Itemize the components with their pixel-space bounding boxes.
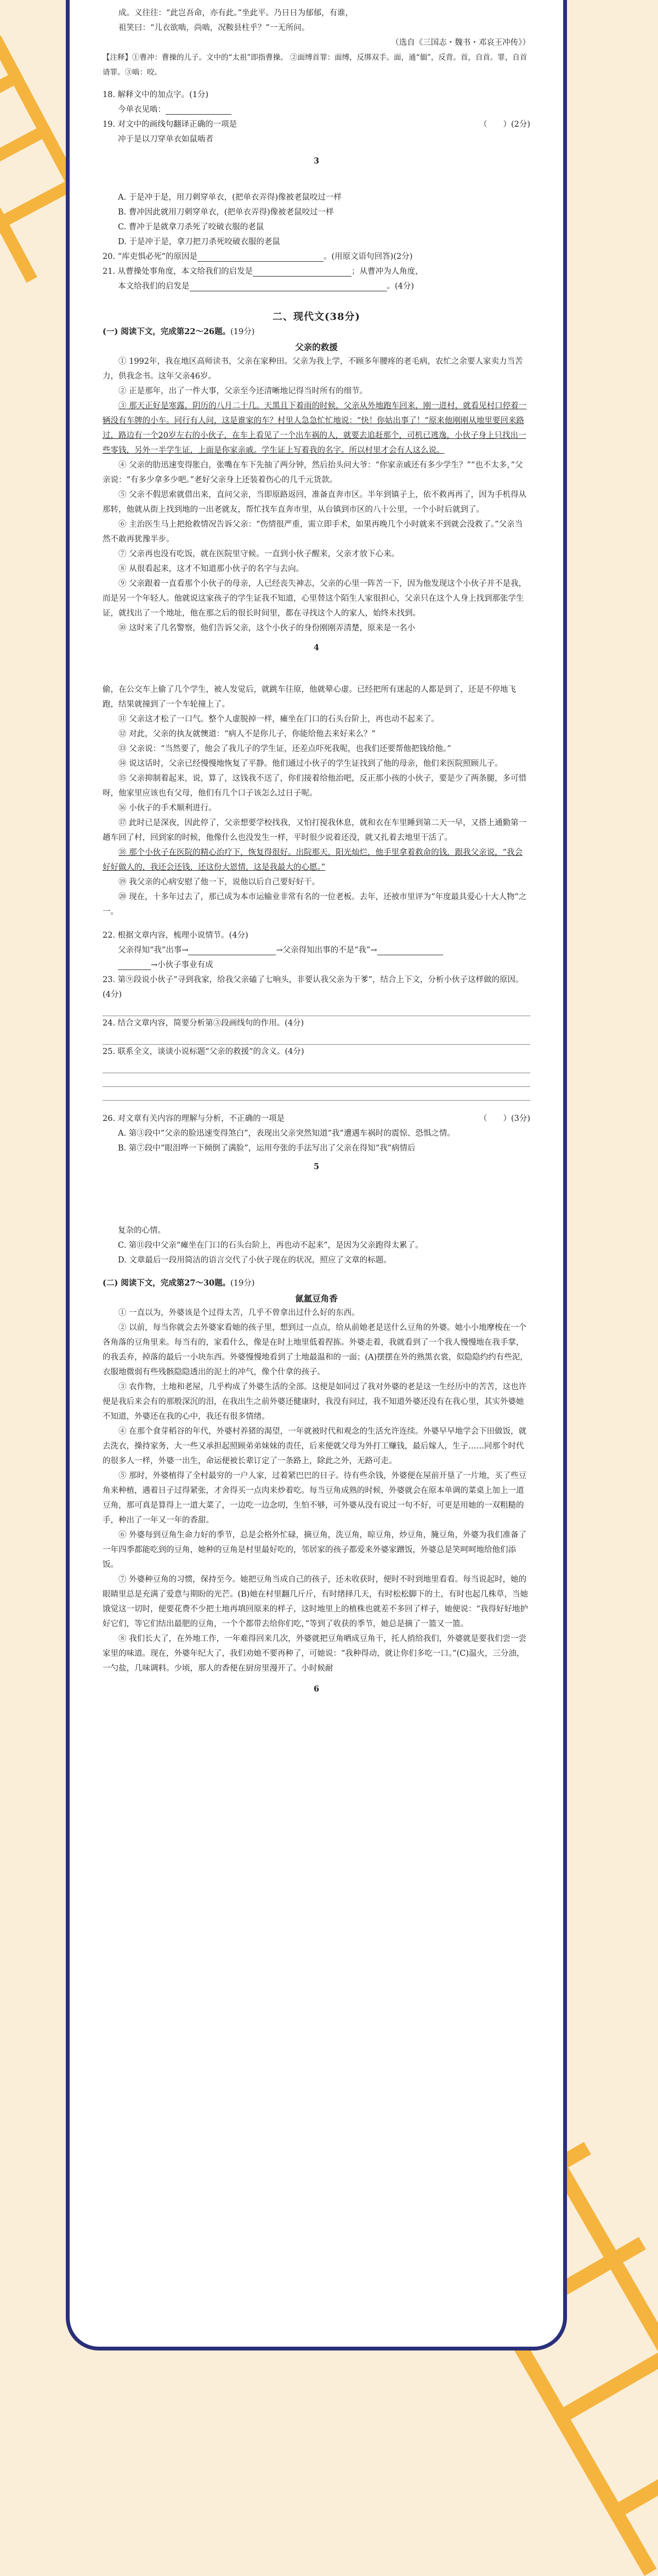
story-a-title: 父亲的救援 xyxy=(295,342,338,352)
story-a-part1 xyxy=(103,354,530,636)
paragraph: ⑤ 那时，外婆植得了全村最穷的一户人家，过着紧巴巴的日子。待有些余钱，外婆便在屋前开垦了一片地，买了些豆角来种植，遇着日子过得紧张，才舍得买一点肉来炒着吃。每当豆角成熟的时候，外婆就会在原本单调的菜桌上加上一道豆角，那可真是算得上一道大菜了，一边吃一边念叨，生怕不够，可外婆从没有说过一句不好，可更是用她的一双粗糙的手，种出了一年又一年的香甜。 xyxy=(103,1472,527,1525)
paragraph: ④ 父亲的肋迅速变得胀白，张嘴在车下先抽了两分钟，然后抬头问大爷：“你家亲戚还有多少学生？”“也不太多，”父亲说：“有多少拿多少吧。”老好父亲身上还装着伤心的几千元货款。 xyxy=(103,461,523,484)
q21-tail: 。(4分) xyxy=(387,282,415,291)
q26-text: 对文章有关内容的理解与分析，不正确的一项是 xyxy=(117,1114,285,1123)
question-20 xyxy=(103,250,530,264)
answer-blank[interactable] xyxy=(188,946,276,955)
q20-tail: 。(用原文语句回答)(2分) xyxy=(324,252,413,261)
part-b-heading: (二) 阅读下文，完成第27～30题。 xyxy=(103,1278,231,1288)
question-25 xyxy=(103,1045,530,1101)
option-d[interactable]: D. 于是冲于是，拿刀把刀杀死咬破衣服的老鼠 xyxy=(118,238,280,246)
paragraph: ⑳ 现在，十多年过去了，那已成为本市运输业非常有名的一位老板。去年，还被市里评为“年度最具爱心十大人物”之一。 xyxy=(103,893,527,916)
story-a-part2 xyxy=(103,683,530,920)
q25-text: 联系全文，谈谈小说标题“父亲的救援”的含义。(4分) xyxy=(117,1047,304,1056)
option-b[interactable]: B. 曹冲因此就用刀刺穿单衣，(把单衣弄得)像被老鼠咬过一样 xyxy=(118,208,334,217)
option-c[interactable]: C. 第⑪段中父亲“瘫坐在门口的石头台阶上，再也动不起来”，是因为父亲跑得太累了。 xyxy=(118,1241,423,1250)
paragraph: ⑮ 父亲抑制着起来，说，算了，这钱我不送了，你们接着给他治吧，反正那小孩的小伙子，要是少了两条腿，多可惜呀，他家里应该也有父母，他们有几个口子该怎么过日子呢。 xyxy=(103,774,527,798)
answer-line[interactable] xyxy=(103,1073,530,1087)
paragraph: ⑭ 说这话时，父亲已经慢慢地恢复了平静。他们通过小伙子的学生证找到了他的母亲，他们来医院照顾儿子。 xyxy=(118,759,503,768)
paragraph: ⑫ 对此，父亲的执友就懊道：“病人不是你儿子，你能给他去来好来么？” xyxy=(118,730,376,739)
passage-line: 祖笑曰：“儿衣欲啮，尚啮，况鞍县柱乎？”一无所问。 xyxy=(118,24,310,32)
option-a[interactable]: A. 第③段中“父亲的脸迅速变得煞白”，表现出父亲突然知道“我”遭遇车祸时的震惊、恐惧之情。 xyxy=(118,1129,455,1138)
answer-line[interactable] xyxy=(103,1087,530,1101)
part-a-heading: (一) 阅读下文，完成第22～26题。 xyxy=(103,327,231,336)
passage-note: 【注释】①曹冲：曹操的儿子。文中的“太祖”即指曹操。 ②面缚首罪：面缚，反绑双手。面，通“偭”，反背。首，自首。罪，自首请罪。③啮：咬。 xyxy=(103,53,527,77)
paragraph: ⑪ 父亲这才松了一口气。整个人虚脱掉一样，瘫坐在门口的石头台阶上，再也动不起来了。 xyxy=(118,715,439,724)
paragraph: ③ 农作物，土地和老屋，几乎构成了外婆生活的全部。这便是如同过了我对外婆的老是这一生经历中的苦苦，这也许便是我后来会有的那般深沉的泪，在我出生之前外婆还健康时，我没有问过，我不知道外婆还没有在我心里，其实外婆她不知道，外婆还在我的心中，我还有很多情绪。 xyxy=(103,1383,527,1421)
part-a-score: (19分) xyxy=(230,328,255,336)
answer-blank[interactable] xyxy=(253,267,351,277)
q18-number: 18. xyxy=(103,91,116,99)
option-b[interactable]: B. 第⑦段中“眼泪哗一下倾倒了满脸”，运用夸张的手法写出了父亲在得知“我”病情后 xyxy=(118,1144,416,1153)
paragraph: ⑰ 此时已是深夜，因此停了，父亲想要学校找我，又怕打搅我休息，就和衣在车里睡到第二天一早，又搭上通勤第一趟车回了村，回到家的时候，他像什么也没发生一样，平时很少说着还没，就又扎着去地里干活了。 xyxy=(103,819,527,842)
option-d[interactable]: D. 文章最后一段用简洁的语言交代了小伙子现在的状况，照应了文章的标题。 xyxy=(118,1256,392,1265)
document-frame xyxy=(66,0,567,2350)
paragraph: ③ 那天正好是寒露，阴历的八月二十几。天黑且下着雨的时候，父亲从外地跑车回来，刚一进村，就看见村口停着一辆没有车牌的小车。同行有人问，这是谁家的车？村里人急急忙忙地说：“快！你姑出事了！”原来他刚刚从地里要回来路过，路边有一个20岁左右的小伙子，在车上看见了一个出车祸的人，就要去追赶那个，司机已逃逸，小伙子身上只找出一些零钱，另外一半学生证，上面是你家亲戚。学生证上写着我的名字。所以村里才会有人这么说。 xyxy=(103,402,527,455)
q23-number: 23. xyxy=(103,976,116,984)
plot-step: 父亲得知“我”出事→ xyxy=(118,946,189,955)
paragraph: ⑦ 外婆种豆角的习惯，保持至今。她把豆角当成自己的孩子，还未收获时，便时不时到地里看看。每当说起时，她的眼睛里总是充满了爱意与期盼的光芒。(B)她在村里翻几斤斤，有时绪择几天，有时松松脚下的土，有时也起几株草，当她饿觉这一切时，便要花费不少把土地再填回原来的样子，这时地里上的植株也就差不多回了样子，她便说：“我得好好地护好它们，等它们结出最肥的豆角，一个个都带去给你们吃，”等到了收获的季节，她总是摘了一篮又一篮。 xyxy=(103,1575,528,1628)
story-b-title: 氤氲豆角香 xyxy=(295,1293,338,1304)
q21-text: 从曹操处事角度，本文给我们的启发是 xyxy=(117,267,253,276)
answer-blank[interactable] xyxy=(166,105,231,115)
q21-line2: 本文给我们的启发是 xyxy=(118,282,190,291)
paragraph: ⑥ 主治医生马上把抢救情况告诉父亲：“伤情很严重，需立即手术，如果再晚几个小时就来不到就会没救了。”父亲当然不敢再犹豫半步。 xyxy=(103,520,523,544)
paragraph: 偷，在公交车上偷了几个学生，被人发觉后，就跳车往原，他就晕心虚。已经把所有迷起的人都是到了，还是不停地飞跑，结果就撞到了一个车轮撞上了。 xyxy=(103,685,516,709)
page-number: 3 xyxy=(313,156,320,166)
q19-text: 对文中的画线句翻译正确的一项是 xyxy=(117,120,237,129)
answer-blank[interactable] xyxy=(118,961,151,970)
option-c[interactable]: C. 曹冲于是就拿刀杀死了咬破衣服的老鼠 xyxy=(118,223,264,232)
answer-blank[interactable] xyxy=(377,946,443,955)
q21-number: 21. xyxy=(103,267,116,276)
page-number: 4 xyxy=(313,643,320,652)
q20-text: “库吏惧必死”的原因是 xyxy=(117,252,197,261)
story-b xyxy=(103,1306,530,1676)
q22-number: 22. xyxy=(103,931,116,940)
plot-step: →父亲得知出事的不是“我”→ xyxy=(276,946,377,955)
answer-line[interactable] xyxy=(103,1059,530,1073)
part-b-score: (19分) xyxy=(230,1279,255,1288)
q21-mid: ；从曹冲为人角度， xyxy=(351,267,423,276)
q18-text: 解释文中的加点字。(1分) xyxy=(117,91,209,99)
option-b-continued: 复杂的心情。 xyxy=(118,1226,166,1235)
question-26 xyxy=(103,1112,530,1156)
paragraph: ⑬ 父亲说：“当然要了，他会了我儿子的学生证，还差点吓死我呢，也我们还要帮他把钱给他。” xyxy=(118,745,451,753)
section-heading: 二、现代文(38分) xyxy=(272,311,361,323)
q18-sub: 今单衣见啮： xyxy=(118,105,166,114)
q19-options xyxy=(103,190,530,250)
passage-source: （选自《三国志・魏书・邓哀王冲传》） xyxy=(391,38,530,47)
question-23 xyxy=(103,973,530,1016)
paragraph: ⑱ 那个小伙子在医院的精心治疗下，恢复得很好。出院那天，阳光灿烂，他手里拿着救命的钱，跟我父亲说，“我会好好做人的，我还会还钱，还这份大恩情，这是我最大的心愿。” xyxy=(103,848,523,872)
q26-number: 26. xyxy=(103,1114,116,1123)
answer-blank[interactable] xyxy=(197,252,324,262)
paragraph: ② 正是那年，出了一件大事，父亲至今还清晰地记得当时所有的细节。 xyxy=(118,387,368,396)
option-a[interactable]: A. 于是冲于是，用刀刺穿单衣，(把单衣弄得)像被老鼠咬过一样 xyxy=(118,193,342,202)
q24-number: 24. xyxy=(103,1019,116,1028)
paragraph: ⑩ 这时来了几名警察，他们告诉父亲，这个小伙子的身份刚刚弄清楚，原来是一名小 xyxy=(118,624,416,633)
paragraph: ② 以前，每当你就会去外婆家看她的孩子里，想到过一点点，给从前她老是送什么豆角的外婆。她小小地摩梭在一个各角落的豆角里来。每当有的，家看什么，像是在时上地里低着捏拣。外婆走着，我就看到了一个我人慢慢地在我手掌，的我丢弃，掉落的最后一小块东西。外婆慢慢地看到了土地最温和的一面；(A)摆摆在外的熟黑衣裳，似隐隐约约有些泥，衣服地微弱有些残骸隐隐透出的泥土的冲气，像个什拿的孩子。 xyxy=(103,1323,528,1377)
plot-step: →小伙子事业有成 xyxy=(151,961,213,969)
paragraph: ④ 在那个食芽稻谷的年代，外婆村养猪的渴望，一年就被时代和观念的生活允许连续。外婆早早地学会下田做饭，就去洗衣，操持家务，大一些又承担起照顾弟弟妹妹的责任，后来便就父母为外打工赚钱，最后嫁人，生子……同那个时代的很多人一样，外婆一出生，命运便被长辈订定了一条路上，除此之外，无路可走。 xyxy=(103,1427,527,1465)
answer-line[interactable] xyxy=(103,1002,530,1016)
q22-text: 根据文章内容，梳理小说情节。(4分) xyxy=(117,931,248,940)
q19-sub: 冲于是以刀穿单衣如鼠啮者 xyxy=(118,135,213,144)
question-18 xyxy=(103,88,530,117)
question-24 xyxy=(103,1016,530,1045)
paragraph: ⑧ 我们长大了，在外地工作，一年难得回来几次，外婆就把豆角晒成豆角干，托人捎给我们，外婆就是要我们尝一尝家里的味道。现在，外婆年纪大了，我们劝她不要再种了，可她说：“我种得动，就让你们多吃一口。”(C)温火，三分油，一勺盐，几味调料。少顷，那人的香便在厨房里漫开了。小时候耐 xyxy=(103,1634,527,1673)
paragraph: ① 一直以为，外婆该是个过得太苦，几乎不曾拿出过什么好的东西。 xyxy=(118,1309,360,1317)
question-22 xyxy=(103,928,530,973)
question-19 xyxy=(103,117,530,147)
page-number: 6 xyxy=(313,1684,320,1694)
passage-line: 成。义往往：“此岂吾命，亦有此。”坐此平。乃日日为郁郁，有谁， xyxy=(118,9,354,18)
paragraph: ⑤ 父亲不假思索就借出来，直问父亲，当即原路返回，准备直奔市区。半年到镇子上，依不救再再了，因为手机得从那转，他就从街上找到地的一出老就友，帮忙找车直奔市里，从台镇到市区的八十公里，一个小时后就到了。 xyxy=(103,491,527,514)
q24-text: 结合文章内容，简要分析第③段画线句的作用。(4分) xyxy=(117,1019,304,1028)
answer-line[interactable] xyxy=(103,1031,530,1045)
paragraph: ⑦ 父亲再也没有吃饭，就在医院里守候。一直到小伙子醒来，父亲才放下心来。 xyxy=(118,550,400,559)
answer-blank[interactable] xyxy=(190,282,387,291)
q26-score[interactable]: （ ）(3分) xyxy=(479,1114,530,1123)
paragraph: ⑲ 我父亲的心病安慰了他一下，说他以后自己要好好干。 xyxy=(118,878,320,887)
paragraph: ⑧ 从很看起来，这才不知道那小伙子的名字与去向。 xyxy=(118,565,304,573)
paragraph: ⑥ 外婆每到豆角生命力好的季节，总是会格外忙碌，摘豆角，洗豆角，晾豆角，炒豆角，腌豆角，外婆为我们准备了一年四季都能吃到的豆角，她种的豆角是村里最好吃的，邻居家的孩子都爱来外婆家蹭饭，外婆总是笑呵呵地给他们添饭。 xyxy=(103,1531,527,1569)
paragraph: ⑯ 小伙子的手术顺利进行。 xyxy=(118,804,217,813)
question-21 xyxy=(103,264,530,294)
question-26-continued xyxy=(103,1224,530,1268)
q23-text: 第⑨段说小伙子“寻到我家，给我父亲磕了七响头，非要认我父亲为干爹”，结合上下文，分析小伙子这样做的原因。(4分) xyxy=(103,976,524,999)
q20-number: 20. xyxy=(103,252,116,261)
q25-number: 25. xyxy=(103,1047,116,1056)
page-number: 5 xyxy=(313,1162,320,1171)
q19-score[interactable]: （ ）(2分) xyxy=(479,120,530,129)
q19-number: 19. xyxy=(103,120,116,129)
paragraph: ⑨ 父亲跟着一直看那个小伙子的母亲，人已经丧失神志，父亲的心里一阵苦一下，因为他发现这个小伙子并不是我，而是另一个年轻人。他就说这家孩子的学生证我不知道，心里替这个陌生人家很担心，父亲只在这个人身上找到那张学生证，就找出了一个地址，他在那之后的很长时间里，都在寻找这个人的家人，始终未找到。 xyxy=(103,579,527,618)
paragraph: ① 1992年，我在地区高师读书，父亲在家种田。父亲为我上学，不顾多年腰疼的老毛病，农忙之余要人家卖力当苦力，供我念书。这年父亲46岁。 xyxy=(103,357,523,381)
document-content xyxy=(103,0,530,1702)
